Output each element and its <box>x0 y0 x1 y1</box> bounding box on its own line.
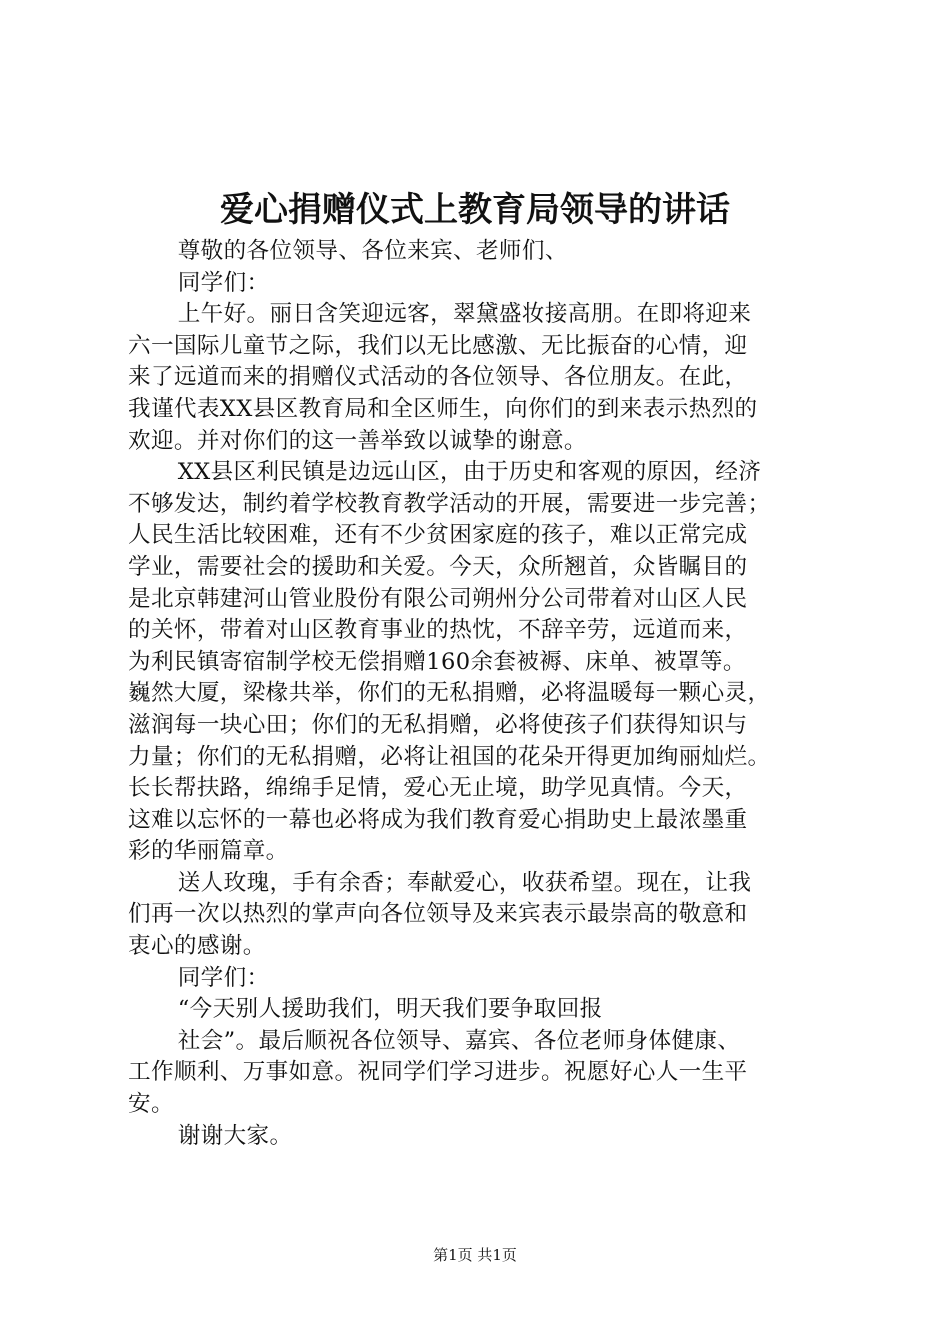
page-footer: 第1页 共1页 <box>433 1246 517 1264</box>
salutation-line: 同学们： <box>177 269 270 296</box>
paragraph-line: 同学们： <box>177 964 270 991</box>
paragraph-line: 巍然大厦，梁椽共举，你们的无私捐赠，必将温暖每一颗心灵， <box>128 680 771 707</box>
paragraph-line: 衷心的感谢。 <box>128 933 266 960</box>
paragraph-line: 这难以忘怀的一幕也必将成为我们教育爱心捐助史上最浓墨重 <box>128 806 748 833</box>
paragraph-line: 我谨代表XX县区教育局和全区师生，向你们的到来表示热烈的 <box>128 395 758 422</box>
paragraph-line: 为利民镇寄宿制学校无偿捐赠160余套被褥、床单、被罩等。 <box>128 648 746 675</box>
paragraph-line: 工作顺利、万事如意。祝同学们学习进步。祝愿好心人一生平 <box>128 1059 748 1086</box>
paragraph-line: 安。 <box>128 1091 174 1118</box>
paragraph-line: 的关怀，带着对山区教育事业的热忱，不辞辛劳，远道而来， <box>128 617 748 644</box>
paragraph-line: 学业，需要社会的援助和关爱。今天，众所翘首，众皆瞩目的 <box>128 553 748 580</box>
document-title: 爱心捐赠仪式上教育局领导的讲话 <box>220 190 730 230</box>
salutation-line: 尊敬的各位领导、各位来宾、老师们、 <box>177 238 568 264</box>
paragraph-line: 彩的华丽篇章。 <box>128 838 289 865</box>
paragraph-line: 人民生活比较困难，还有不少贫困家庭的孩子，难以正常完成 <box>128 522 748 549</box>
paragraph-line: 送人玫瑰，手有余香；奉献爱心，收获希望。现在，让我 <box>177 869 752 896</box>
paragraph-line: 上午好。丽日含笑迎远客，翠黛盛妆接高朋。在即将迎来 <box>177 301 752 328</box>
paragraph-line: 来了远道而来的捐赠仪式活动的各位领导、各位朋友。在此， <box>128 364 748 391</box>
paragraph-line: 力量；你们的无私捐赠，必将让祖国的花朵开得更加绚丽灿烂。 <box>128 743 771 770</box>
document-body <box>128 236 830 1152</box>
paragraph-line: 是北京韩建河山管业股份有限公司朔州分公司带着对山区人民 <box>128 585 748 612</box>
paragraph-line: “今天别人援助我们，明天我们要争取回报 <box>177 996 603 1023</box>
paragraph-line: 社会”。最后顺祝各位领导、嘉宾、各位老师身体健康、 <box>177 1027 741 1054</box>
paragraph-line: 不够发达，制约着学校教育教学活动的开展，需要进一步完善； <box>128 490 771 517</box>
paragraph-line: 六一国际儿童节之际，我们以无比感激、无比振奋的心情，迎 <box>128 332 748 359</box>
paragraph-line: 们再一次以热烈的掌声向各位领导及来宾表示最崇高的敬意和 <box>128 901 748 928</box>
closing-line: 谢谢大家。 <box>177 1122 293 1149</box>
paragraph-line: 欢迎。并对你们的这一善举致以诚挚的谢意。 <box>128 427 587 454</box>
paragraph-line: 滋润每一块心田；你们的无私捐赠，必将使孩子们获得知识与 <box>128 711 748 738</box>
paragraph-line: 长长帮扶路，绵绵手足情，爱心无止境，助学见真情。今天， <box>128 775 748 802</box>
paragraph-line: XX县区利民镇是边远山区，由于历史和客观的原因，经济 <box>177 459 762 486</box>
